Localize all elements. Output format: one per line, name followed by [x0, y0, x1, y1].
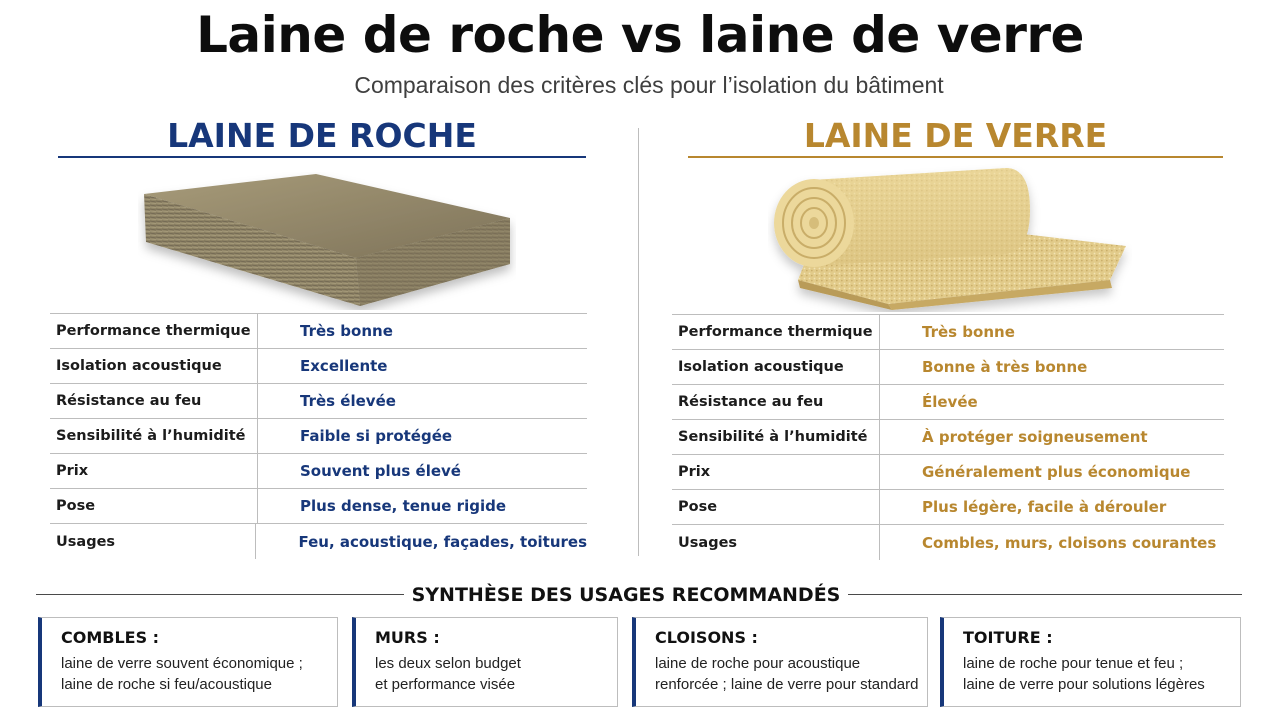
- criterion-label: Prix: [50, 454, 258, 488]
- criterion-value: Combles, murs, cloisons courantes: [922, 533, 1217, 552]
- page-title: Laine de roche vs laine de verre: [196, 6, 1084, 64]
- verre-comparison-table: [672, 314, 1224, 560]
- criterion-label: Pose: [50, 489, 258, 523]
- table-row: [50, 349, 587, 384]
- table-row: [50, 314, 587, 349]
- card-line: et performance visée: [375, 676, 516, 693]
- card-line: les deux selon budget: [375, 655, 521, 672]
- criterion-label: Performance thermique: [50, 314, 258, 348]
- criterion-label: Usages: [672, 525, 880, 560]
- card-line: laine de verre pour solutions légères: [963, 676, 1205, 693]
- criterion-value: Souvent plus élevé: [300, 462, 461, 480]
- criterion-value: Faible si protégée: [300, 427, 453, 445]
- usage-card-murs: [352, 617, 618, 707]
- table-row: [672, 455, 1224, 490]
- card-title: MURS :: [375, 628, 440, 647]
- verre-heading-underline: [688, 156, 1223, 158]
- usage-card-toiture: [940, 617, 1241, 707]
- usage-card-cloisons: [632, 617, 928, 707]
- column-divider: [638, 128, 639, 556]
- synthesis-title: SYNTHÈSE DES USAGES RECOMMANDÉS: [411, 584, 841, 606]
- criterion-value: Élevée: [922, 393, 978, 411]
- criterion-value: À protéger soigneusement: [922, 428, 1148, 446]
- verre-heading: LAINE DE VERRE: [803, 116, 1108, 155]
- criterion-value: Très élevée: [300, 392, 396, 410]
- criterion-label: Prix: [672, 455, 880, 489]
- card-line: laine de roche si feu/acoustique: [61, 676, 272, 693]
- glass-wool-roll-image: [768, 162, 1132, 312]
- table-row: [50, 524, 587, 559]
- criterion-value: Plus dense, tenue rigide: [300, 497, 507, 515]
- criterion-label: Résistance au feu: [672, 385, 880, 419]
- criterion-label: Pose: [672, 490, 880, 524]
- criterion-label: Sensibilité à l’humidité: [672, 420, 880, 454]
- synthesis-rule-right: [848, 594, 1242, 595]
- table-row: [50, 384, 587, 419]
- table-row: [50, 419, 587, 454]
- table-row: [50, 489, 587, 524]
- criterion-label: Usages: [50, 524, 256, 559]
- table-row: [672, 315, 1224, 350]
- card-line: renforcée ; laine de verre pour standard: [655, 676, 919, 693]
- page-subtitle: Comparaison des critères clés pour l’isolation du bâtiment: [354, 72, 944, 98]
- card-title: CLOISONS :: [655, 628, 758, 647]
- roche-comparison-table: [50, 313, 587, 559]
- table-row: [672, 525, 1224, 560]
- criterion-value: Feu, acoustique, façades, toitures: [298, 532, 587, 551]
- criterion-value: Excellente: [300, 357, 388, 375]
- usage-card-combles: [38, 617, 338, 707]
- rock-wool-slab-image: [138, 172, 516, 310]
- criterion-value: Plus légère, facile à dérouler: [922, 498, 1167, 516]
- criterion-value: Bonne à très bonne: [922, 358, 1088, 376]
- criterion-value: Généralement plus économique: [922, 463, 1191, 481]
- card-line: laine de roche pour tenue et feu ;: [963, 655, 1184, 672]
- table-row: [672, 385, 1224, 420]
- roche-heading: LAINE DE ROCHE: [167, 116, 477, 155]
- roche-heading-underline: [58, 156, 586, 158]
- criterion-label: Performance thermique: [672, 315, 880, 349]
- card-line: laine de verre souvent économique ;: [61, 655, 303, 672]
- table-row: [672, 420, 1224, 455]
- table-row: [672, 490, 1224, 525]
- criterion-value: Très bonne: [300, 322, 393, 340]
- criterion-label: Isolation acoustique: [50, 349, 258, 383]
- criterion-label: Sensibilité à l’humidité: [50, 419, 258, 453]
- table-row: [50, 454, 587, 489]
- card-line: laine de roche pour acoustique: [655, 655, 861, 672]
- criterion-label: Isolation acoustique: [672, 350, 880, 384]
- card-title: COMBLES :: [61, 628, 160, 647]
- criterion-value: Très bonne: [922, 323, 1015, 341]
- card-title: TOITURE :: [963, 628, 1053, 647]
- table-row: [672, 350, 1224, 385]
- criterion-label: Résistance au feu: [50, 384, 258, 418]
